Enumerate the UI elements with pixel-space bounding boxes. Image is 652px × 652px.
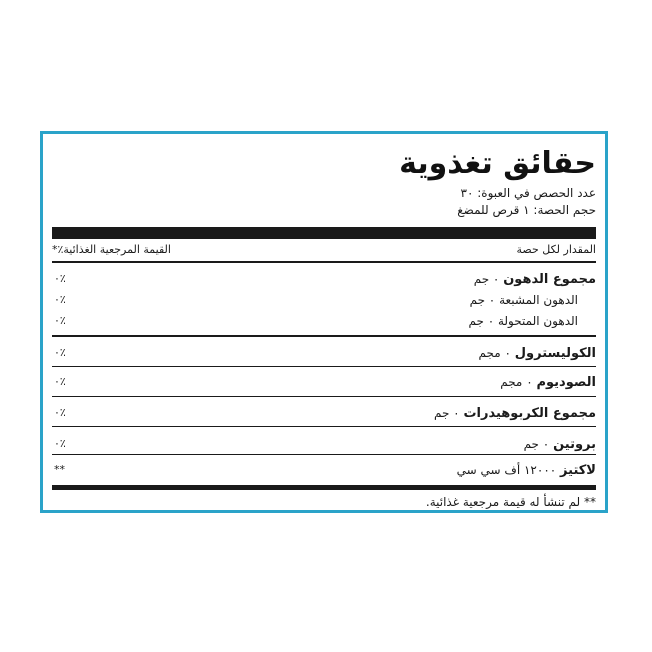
nutrient-row-lactase — [52, 461, 596, 479]
nutrient-row-total-carbohydrates — [52, 404, 596, 422]
nutrient-name: لاكتيز — [560, 463, 596, 478]
row-divider — [52, 366, 596, 367]
nutrient-amount: ٠ مجم — [478, 346, 511, 360]
thick-divider-top — [52, 227, 596, 239]
nutrient-row-sodium — [52, 373, 596, 391]
header-divider — [52, 261, 596, 263]
servings-per-container: عدد الحصص في العبوة: ٣٠ — [460, 186, 596, 200]
daily-value-header: القيمة المرجعية الغذائية٪* — [52, 243, 171, 256]
nutrient-name: مجموع الدهون — [503, 272, 596, 287]
nutrient-label — [468, 312, 578, 330]
nutrient-amount: ٠ جم — [523, 437, 550, 451]
nutrient-row-total-fat — [52, 270, 596, 288]
row-divider — [52, 335, 596, 337]
nutrient-dv: ٠٪ — [54, 375, 66, 388]
amount-per-serving-header: المقدار لكل حصة — [516, 243, 596, 256]
nutrient-dv: ٠٪ — [54, 406, 66, 419]
nutrient-name: مجموع الكربوهيدرات — [463, 406, 596, 421]
nutrient-label — [434, 404, 596, 423]
nutrient-amount: ٠ جم — [473, 272, 500, 286]
nutrient-label — [470, 291, 578, 309]
nutrient-label — [479, 344, 596, 363]
panel-title: حقائق تغذوية — [399, 146, 596, 181]
nutrition-facts-panel — [40, 131, 608, 513]
nutrient-dv: ٠٪ — [54, 293, 66, 306]
nutrient-dv: ٠٪ — [54, 272, 66, 285]
nutrient-name: الدهون المتحولة — [497, 314, 578, 328]
nutrient-label — [524, 435, 596, 454]
nutrient-dv: ** — [54, 463, 65, 476]
footnote: ** لم تنشأ له قيمة مرجعية غذائية. — [425, 495, 596, 509]
nutrient-amount: ٠ جم — [468, 314, 495, 328]
panel-content — [52, 134, 596, 510]
nutrient-dv: ٠٪ — [54, 314, 66, 327]
nutrient-row-saturated-fat — [52, 291, 596, 309]
nutrient-dv: ٠٪ — [54, 346, 66, 359]
nutrient-name: الكوليسترول — [514, 346, 596, 361]
nutrient-label — [500, 373, 596, 392]
nutrient-row-protein — [52, 435, 596, 453]
nutrient-amount: ٠ جم — [433, 406, 460, 420]
serving-size: حجم الحصة: ١ قرص للمضغ — [457, 203, 596, 217]
nutrient-row-trans-fat — [52, 312, 596, 330]
nutrient-row-cholesterol — [52, 344, 596, 362]
thick-divider-bottom — [52, 485, 596, 490]
row-divider — [52, 454, 596, 455]
nutrient-name: بروتين — [553, 437, 596, 452]
row-divider — [52, 396, 596, 397]
row-divider — [52, 426, 596, 427]
nutrient-amount: ١٢٠٠٠ أف سي سي — [456, 463, 557, 477]
nutrient-label — [457, 461, 596, 480]
nutrient-amount: ٠ مجم — [500, 375, 533, 389]
nutrient-amount: ٠ جم — [469, 293, 496, 307]
nutrient-label — [474, 270, 596, 289]
nutrient-name: الصوديوم — [536, 375, 596, 390]
nutrient-name: الدهون المشبعة — [499, 293, 578, 307]
nutrient-dv: ٠٪ — [54, 437, 66, 450]
